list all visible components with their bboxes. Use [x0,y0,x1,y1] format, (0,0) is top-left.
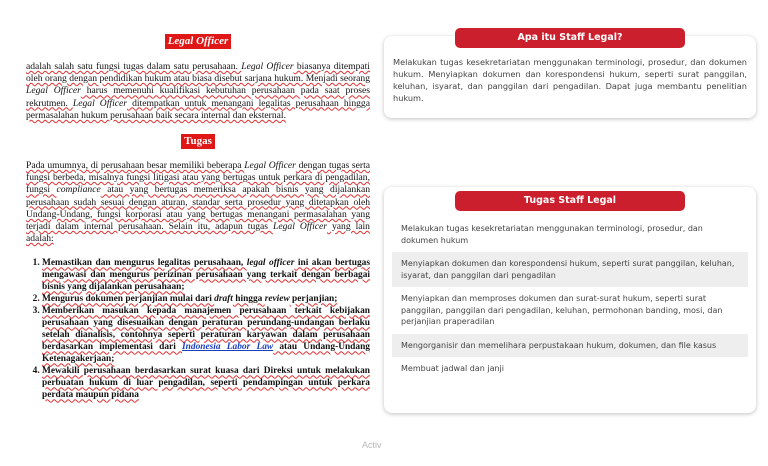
tugas-staff-legal-card [384,187,756,413]
labor-law-link[interactable]: Indonesia Labor Law [182,342,274,353]
text-run: hingga [232,294,265,305]
list-item: Mengorganisir dan memelihara perpustakaan hukum, dokumen, dan file kasus [392,334,748,358]
staff-legal-card-body: Melakukan tugas kesekretariatan menggunakan terminologi, prosedur, dan dokumen hukum. Menyiapkan dokumen dan korespondensi hukum, seperti surat panggilan, keluhan, isyarat, dan panggilan dari pengadilan. Dapat juga membantu penelitian hukum. [393,57,747,103]
list-item [42,365,370,401]
text-run: harus memenuhi kualifikasi kebutuhan perusahaan pada saat proses rekrutmen. [26,85,370,109]
text-run: compliance [56,184,101,196]
text-run: ditempatkan untuk menangani legalitas perusahaan hingga permasalahan hukum perusahaan baik secara internal dan eksternal. [26,97,370,121]
text-run: Pada umumnya, di perusahaan besar memiliki beberapa [26,160,245,172]
list-item: Menyiapkan dan memproses dokumen dan surat-surat hukum, seperti surat panggilan, panggilan dari pengadilan, keluhan, permohonan banding, mosi, dan perjanjian praperadilan [401,294,723,326]
text-run: Legal Officer [72,97,127,109]
intro-paragraph [26,61,370,122]
text-run: yang lain adalah: [26,221,370,245]
staff-legal-card-title: Apa itu Staff Legal? [455,28,685,48]
text-run: adalah salah satu fungsi tugas dalam satu perusahaan. [26,61,242,72]
list-item: Melakukan tugas kesekretariatan menggunakan terminologi, prosedur, dan dokumen hukum [401,224,703,245]
text-run: legal officer [246,258,295,269]
text-run: perjanjian; [289,294,338,305]
text-run: ini akan bertugas mengawasi dan mengurus perizinan perusahaan yang terkait dengan berbagai bisnis yang dijalankan perusahaan; [42,258,371,293]
text-run: atau Undang-Undang Ketenagakerjaan; [42,342,370,365]
list-item: Membuat jadwal dan janji [401,364,504,373]
activation-watermark: Activ [362,440,382,450]
text-run: Mengurus dokumen perjanjian mulai dari [42,294,215,305]
text-run: atau yang bertugas memeriksa apakah bisnis yang dijalankan perusahaan sudah sesuai dengan aturan, standar serta prosedur yang ditetapkan oleh Undang-Undang, fungsi korporasi atau yang bertugas menangani permasalahan yang terjadi dalam internal perusahaan. Selain itu, adapun tugas [26,184,370,233]
text-run: Legal Officer [244,160,296,172]
list-item [42,293,370,305]
document-title: Legal Officer [165,34,232,49]
text-run: dengan tugas serta fungsi berbeda, misalnya fungsi litigasi atau yang bertugas untuk perkara di pengadilan, fungsi [26,160,370,196]
document-panel [26,34,370,401]
tasks-paragraph [26,160,370,245]
tugas-card-title: Tugas Staff Legal [455,191,685,211]
text-run: review [264,294,290,305]
text-run: Mewakili perusahaan berdasarkan surat kuasa dari Direksi untuk melakukan perbuatan hukum di luar pengadilan, seperti pendampingan untuk perkara perdata maupun pidana [42,366,370,401]
text-run: Legal Officer [241,61,294,72]
list-item: Menyiapkan dokumen dan korespondensi hukum, seperti surat panggilan, keluhan, isyarat, dan panggilan dari pengadilan [392,252,748,287]
text-run: Memastikan dan mengurus legalitas perusahaan, [42,258,247,269]
list-item [42,257,370,293]
staff-legal-card [384,32,756,118]
text-run: Legal Officer [273,221,327,233]
text-run: Legal Officer [26,85,81,97]
list-item [42,305,370,365]
tasks-list [26,257,370,401]
text-run: draft [214,294,233,305]
text-run: Memberikan masukan kepada manajemen perusahaan terkait kebijakan perusahaan yang disesuaikan dengan peraturan perundang-undangan berlaku setelah dianalisis, contohnya seperti peraturan karyawan dalam perusahaan berdasarkan implementasi dari [42,306,370,353]
text-run: biasanya ditempati oleh orang dengan pendidikan hukum atau biasa disebut sarjana hukum. Menjadi seorang [26,61,370,85]
section-title: Tugas [181,134,215,149]
